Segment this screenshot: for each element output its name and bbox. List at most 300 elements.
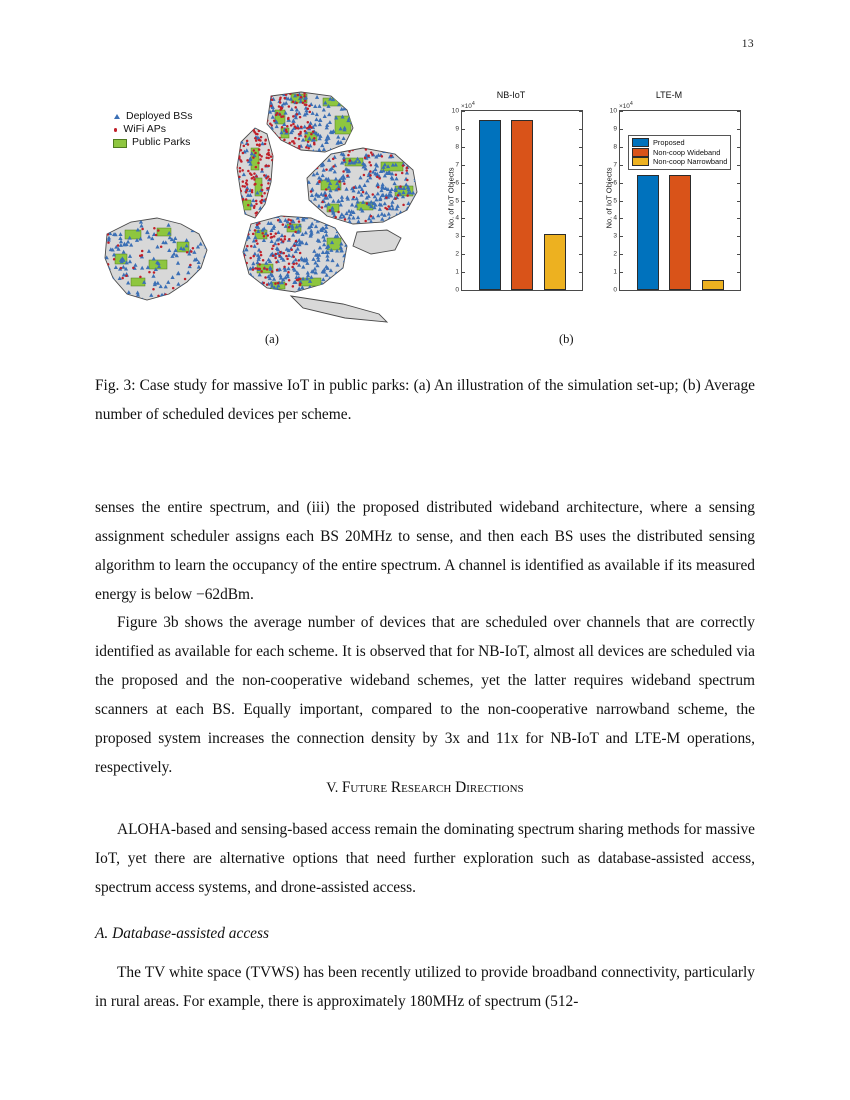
- deployed-bs-marker: [414, 202, 418, 206]
- wifi-ap-marker: [251, 177, 254, 180]
- wifi-ap-marker: [286, 125, 289, 128]
- wifi-ap-marker: [311, 153, 314, 156]
- wifi-ap-marker: [248, 278, 251, 281]
- wifi-ap-marker: [263, 282, 266, 285]
- wifi-ap-marker: [344, 218, 347, 221]
- chart-title: LTE-M: [655, 90, 683, 100]
- wifi-ap-marker: [240, 160, 243, 163]
- wifi-ap-marker: [240, 128, 243, 131]
- wifi-ap-marker: [298, 138, 301, 141]
- wifi-ap-marker: [270, 105, 273, 108]
- wifi-ap-marker: [329, 209, 332, 212]
- deployed-bs-marker: [415, 209, 419, 213]
- wifi-ap-marker: [285, 150, 288, 153]
- deployed-bs-marker: [404, 215, 408, 219]
- deployed-bs-marker: [243, 269, 247, 273]
- wifi-ap-marker: [288, 263, 291, 266]
- wifi-ap-marker: [283, 252, 286, 255]
- wifi-ap-marker: [270, 131, 273, 134]
- wifi-ap-marker: [304, 100, 307, 103]
- y-tick-mark: [737, 290, 740, 291]
- y-axis-label: No. of IoT Objects: [446, 166, 456, 229]
- wifi-ap-marker: [284, 97, 287, 100]
- wifi-ap-marker: [244, 133, 247, 136]
- wifi-ap-marker: [271, 98, 274, 101]
- wifi-ap-marker: [272, 290, 275, 293]
- wifi-ap-marker: [347, 148, 350, 151]
- wifi-ap-marker: [300, 126, 303, 129]
- wifi-ap-marker: [288, 292, 291, 295]
- chart-lte-m: [593, 90, 745, 305]
- wifi-ap-marker: [370, 164, 373, 167]
- wifi-ap-marker: [271, 142, 274, 145]
- wifi-ap-marker: [260, 270, 263, 273]
- deployed-bs-marker: [318, 286, 322, 290]
- deployed-bs-marker: [344, 277, 348, 281]
- wifi-ap-marker: [200, 295, 203, 298]
- wifi-ap-marker: [263, 215, 266, 218]
- y-tick-label: 10: [451, 107, 459, 115]
- wifi-ap-marker: [338, 180, 341, 183]
- wifi-ap-marker: [410, 153, 413, 156]
- wifi-ap-marker: [235, 130, 238, 133]
- wifi-ap-marker: [416, 182, 419, 185]
- deployed-bs-marker: [260, 288, 264, 292]
- wifi-ap-marker: [299, 116, 302, 119]
- multiplier-exponent: 4: [471, 101, 475, 107]
- deployed-bs-marker: [242, 216, 246, 220]
- wifi-ap-marker: [397, 151, 400, 154]
- wifi-ap-marker: [237, 146, 240, 149]
- wifi-ap-marker: [270, 155, 273, 158]
- wifi-ap-marker: [242, 237, 245, 240]
- wifi-ap-marker: [244, 217, 247, 220]
- wifi-ap-marker: [266, 283, 269, 286]
- deployed-bs-marker: [282, 148, 286, 152]
- wifi-ap-marker: [121, 277, 124, 280]
- wifi-ap-marker: [279, 113, 282, 116]
- y-axis-multiplier: [619, 101, 633, 110]
- wifi-ap-marker: [343, 159, 346, 162]
- wifi-ap-marker: [295, 102, 298, 105]
- deployed-bs-marker: [304, 202, 308, 206]
- wifi-ap-marker: [253, 178, 256, 181]
- deployed-bs-marker: [246, 291, 250, 295]
- wifi-ap-marker: [269, 178, 272, 181]
- wifi-ap-marker: [247, 170, 250, 173]
- wifi-ap-marker: [269, 190, 272, 193]
- wifi-ap-marker: [244, 277, 247, 280]
- y-tick-label: 8: [613, 143, 617, 151]
- wifi-ap-marker: [275, 290, 278, 293]
- wifi-ap-marker: [241, 127, 244, 130]
- wifi-ap-marker: [334, 216, 337, 219]
- wifi-ap-marker: [189, 264, 192, 267]
- deployed-bs-marker: [308, 165, 312, 169]
- wifi-ap-marker: [157, 229, 160, 232]
- wifi-ap-marker: [234, 130, 237, 133]
- wifi-ap-marker: [292, 285, 295, 288]
- wifi-ap-marker: [264, 123, 267, 126]
- wifi-ap-marker: [256, 267, 259, 270]
- wifi-ap-marker: [397, 224, 400, 227]
- deployed-bs-marker: [308, 206, 312, 210]
- legend-swatch-icon: [632, 157, 649, 166]
- deployed-bs-marker: [310, 160, 314, 164]
- wifi-ap-marker: [148, 271, 151, 274]
- deployed-bs-marker: [272, 146, 276, 150]
- deployed-bs-marker: [112, 220, 116, 224]
- wifi-ap-marker: [303, 95, 306, 98]
- wifi-ap-marker: [312, 130, 315, 133]
- wifi-ap-marker: [299, 131, 302, 134]
- deployed-bs-marker: [327, 91, 331, 95]
- deployed-bs-marker: [334, 222, 338, 226]
- wifi-ap-marker: [400, 220, 403, 223]
- deployed-bs-marker: [412, 206, 416, 210]
- deployed-bs-marker: [310, 212, 314, 216]
- wifi-ap-marker: [245, 182, 248, 185]
- y-tick-label: 1: [613, 268, 617, 276]
- deployed-bs-marker: [333, 288, 337, 292]
- deployed-bs-marker: [330, 283, 334, 287]
- y-tick-label: 9: [455, 125, 459, 133]
- wifi-ap-marker: [283, 213, 286, 216]
- wifi-ap-marker: [273, 119, 276, 122]
- wifi-ap-marker: [285, 129, 288, 132]
- wifi-ap-marker: [262, 259, 265, 262]
- deployed-bs-marker: [174, 299, 178, 303]
- deployed-bs-marker: [408, 149, 412, 153]
- wifi-ap-marker: [235, 188, 238, 191]
- deployed-bs-marker: [263, 211, 267, 215]
- wifi-ap-marker: [260, 254, 263, 257]
- wifi-ap-marker: [249, 172, 252, 175]
- wifi-ap-marker: [290, 219, 293, 222]
- wifi-ap-marker: [364, 157, 367, 160]
- wifi-ap-marker: [291, 140, 294, 143]
- deployed-bs-marker: [379, 223, 383, 227]
- wifi-ap-marker: [266, 268, 269, 271]
- section-number: V.: [326, 780, 339, 796]
- wifi-ap-marker: [279, 91, 282, 94]
- deployed-bs-marker: [243, 281, 247, 285]
- deployed-bs-marker: [346, 101, 350, 105]
- wifi-ap-marker: [249, 284, 252, 287]
- deployed-bs-marker: [401, 154, 405, 158]
- deployed-bs-marker: [279, 292, 283, 296]
- wifi-ap-marker: [270, 138, 273, 141]
- wifi-ap-marker: [381, 155, 384, 158]
- paragraph-4: The TV white space (TVWS) has been recently utilized to provide broadband connectivity, particularly in rural areas. For example, there is approximately 180MHz of spectrum (512-: [95, 964, 755, 1010]
- wifi-ap-marker: [366, 202, 369, 205]
- wifi-ap-marker: [238, 176, 241, 179]
- deployed-bs-marker: [338, 148, 342, 152]
- map-legend-item-wifi-aps: [113, 123, 193, 136]
- wifi-ap-marker: [290, 124, 293, 127]
- wifi-ap-marker: [258, 143, 261, 146]
- wifi-ap-marker: [139, 276, 142, 279]
- legend-label: Non-coop Wideband: [653, 147, 721, 157]
- wifi-ap-marker: [290, 249, 293, 252]
- wifi-ap-marker: [274, 145, 277, 148]
- y-tick-mark: [620, 290, 623, 291]
- wifi-ap-marker: [402, 204, 405, 207]
- square-icon: [113, 139, 127, 148]
- wifi-ap-marker: [274, 257, 277, 260]
- deployed-bs-marker: [413, 155, 417, 159]
- wifi-ap-marker: [256, 133, 259, 136]
- wifi-ap-marker: [353, 186, 356, 189]
- wifi-ap-marker: [395, 174, 398, 177]
- chart-title: NB-IoT: [496, 90, 526, 100]
- section-heading: [95, 779, 755, 797]
- deployed-bs-marker: [240, 241, 244, 245]
- wifi-ap-marker: [155, 234, 158, 237]
- wifi-ap-marker: [385, 223, 388, 226]
- wifi-ap-marker: [274, 232, 277, 235]
- bar: [479, 120, 501, 290]
- map-legend-label: WiFi APs: [123, 123, 166, 136]
- bar: [637, 175, 659, 290]
- deployed-bs-marker: [125, 299, 129, 303]
- deployed-bs-marker: [154, 299, 158, 303]
- wifi-ap-marker: [346, 175, 349, 178]
- figure-panel-b-charts: [435, 82, 755, 327]
- wifi-ap-marker: [296, 113, 299, 116]
- deployed-bs-marker: [201, 230, 205, 234]
- wifi-ap-marker: [244, 185, 247, 188]
- wifi-ap-marker: [307, 121, 310, 124]
- deployed-bs-marker: [316, 214, 320, 218]
- deployed-bs-marker: [257, 286, 261, 290]
- wifi-ap-marker: [378, 177, 381, 180]
- deployed-bs-marker: [260, 217, 264, 221]
- wifi-ap-marker: [280, 238, 283, 241]
- legend-swatch-icon: [632, 148, 649, 157]
- wifi-ap-marker: [261, 126, 264, 129]
- wifi-ap-marker: [199, 295, 202, 298]
- deployed-bs-marker: [337, 223, 341, 227]
- wifi-ap-marker: [342, 170, 345, 173]
- deployed-bs-marker: [264, 128, 268, 132]
- wifi-ap-marker: [190, 250, 193, 253]
- deployed-bs-marker: [174, 217, 178, 221]
- wifi-ap-marker: [397, 194, 400, 197]
- wifi-ap-marker: [249, 257, 252, 260]
- deployed-bs-marker: [240, 286, 244, 290]
- wifi-ap-marker: [372, 193, 375, 196]
- y-tick-label: 3: [455, 232, 459, 240]
- deployed-bs-marker: [307, 168, 311, 172]
- deployed-bs-marker: [318, 90, 322, 94]
- deployed-bs-marker: [234, 131, 238, 135]
- wifi-ap-marker: [390, 154, 393, 157]
- wifi-ap-marker: [376, 176, 379, 179]
- deployed-bs-marker: [281, 142, 285, 146]
- deployed-bs-marker: [251, 285, 255, 289]
- wifi-ap-marker: [239, 167, 242, 170]
- deployed-bs-marker: [342, 233, 346, 237]
- wifi-ap-marker: [235, 203, 238, 206]
- multiplier-exponent: 4: [629, 101, 633, 107]
- deployed-bs-marker: [315, 211, 319, 215]
- wifi-ap-marker: [252, 268, 255, 271]
- wifi-ap-marker: [283, 266, 286, 269]
- deployed-bs-marker: [393, 219, 397, 223]
- bar: [702, 280, 724, 290]
- wifi-ap-marker: [369, 170, 372, 173]
- y-tick-label: 6: [455, 179, 459, 187]
- wifi-ap-marker: [243, 217, 246, 220]
- wifi-ap-marker: [269, 200, 272, 203]
- y-tick-mark: [579, 290, 582, 291]
- wifi-ap-marker: [369, 174, 372, 177]
- section-title: Future Research Directions: [341, 779, 524, 796]
- wifi-ap-marker: [304, 135, 307, 138]
- map-legend-item-deployed-bs: [113, 110, 193, 123]
- wifi-ap-marker: [370, 215, 373, 218]
- wifi-ap-marker: [275, 146, 278, 149]
- wifi-ap-marker: [286, 145, 289, 148]
- wifi-ap-marker: [254, 137, 257, 140]
- wifi-ap-marker: [245, 130, 248, 133]
- wifi-ap-marker: [255, 240, 257, 243]
- figure-panel-a-map: [95, 82, 425, 327]
- wifi-ap-marker: [307, 108, 310, 111]
- y-tick-label: 6: [613, 179, 617, 187]
- wifi-ap-marker: [153, 227, 156, 230]
- wifi-ap-marker: [287, 271, 290, 274]
- wifi-ap-marker: [267, 149, 270, 152]
- wifi-ap-marker: [253, 207, 256, 210]
- deployed-bs-marker: [159, 298, 163, 302]
- deployed-bs-marker: [240, 289, 244, 293]
- wifi-ap-marker: [261, 232, 264, 235]
- wifi-ap-marker: [268, 291, 271, 294]
- wifi-ap-marker: [252, 156, 255, 159]
- wifi-ap-marker: [261, 168, 264, 171]
- wifi-ap-marker: [260, 184, 263, 187]
- wifi-ap-marker: [288, 142, 291, 145]
- wifi-ap-marker: [285, 283, 288, 286]
- wifi-ap-marker: [243, 225, 246, 228]
- wifi-ap-marker: [264, 139, 267, 142]
- y-tick-label: 7: [613, 161, 617, 169]
- deployed-bs-marker: [410, 149, 414, 153]
- deployed-bs-marker: [416, 179, 420, 183]
- wifi-ap-marker: [240, 204, 243, 207]
- wifi-ap-marker: [264, 276, 267, 279]
- wifi-ap-marker: [282, 151, 285, 154]
- wifi-ap-marker: [273, 235, 276, 238]
- deployed-bs-marker: [410, 220, 414, 224]
- wifi-ap-marker: [289, 222, 292, 225]
- deployed-bs-marker: [382, 149, 386, 153]
- wifi-ap-marker: [263, 267, 266, 270]
- deployed-bs-marker: [320, 155, 324, 159]
- deployed-bs-marker: [271, 137, 275, 141]
- deployed-bs-marker: [307, 210, 311, 214]
- wifi-ap-marker: [258, 222, 261, 225]
- deployed-bs-marker: [346, 230, 350, 234]
- map-legend-label: Deployed BSs: [126, 110, 193, 122]
- wifi-ap-marker: [275, 253, 278, 256]
- wifi-ap-marker: [202, 228, 205, 231]
- wifi-ap-marker: [257, 162, 260, 165]
- wifi-ap-marker: [283, 139, 286, 142]
- deployed-bs-marker: [401, 213, 405, 217]
- wifi-ap-marker: [279, 251, 282, 254]
- wifi-ap-marker: [258, 287, 261, 290]
- deployed-bs-marker: [342, 281, 346, 285]
- wifi-ap-marker: [243, 145, 246, 148]
- wifi-ap-marker: [259, 127, 262, 130]
- wifi-ap-marker: [282, 115, 285, 118]
- wifi-ap-marker: [298, 145, 301, 148]
- wifi-ap-marker: [246, 245, 249, 248]
- deployed-bs-marker: [247, 217, 251, 221]
- wifi-ap-marker: [184, 278, 187, 281]
- wifi-ap-marker: [118, 223, 121, 226]
- wifi-ap-marker: [295, 240, 298, 243]
- y-tick-label: 9: [613, 125, 617, 133]
- deployed-bs-marker: [203, 294, 207, 298]
- wifi-ap-marker: [192, 247, 195, 250]
- wifi-ap-marker: [325, 168, 328, 171]
- wifi-ap-marker: [241, 286, 244, 289]
- wifi-ap-marker: [386, 208, 389, 211]
- deployed-bs-marker: [317, 212, 321, 216]
- deployed-bs-marker: [415, 169, 419, 173]
- wifi-ap-marker: [236, 215, 239, 218]
- deployed-bs-marker: [305, 160, 309, 164]
- multiplier-times: ×10: [461, 103, 472, 111]
- wifi-ap-marker: [243, 214, 246, 217]
- deployed-bs-marker: [382, 223, 386, 227]
- wifi-ap-marker: [255, 166, 258, 169]
- wifi-ap-marker: [414, 172, 417, 175]
- wifi-ap-marker: [246, 159, 249, 162]
- wifi-ap-marker: [277, 243, 280, 246]
- wifi-ap-marker: [141, 228, 144, 231]
- deployed-bs-marker: [335, 280, 339, 284]
- wifi-ap-marker: [204, 259, 207, 262]
- y-tick-label: 5: [455, 197, 459, 204]
- wifi-ap-marker: [296, 94, 299, 97]
- deployed-bs-marker: [310, 163, 314, 167]
- wifi-ap-marker: [236, 202, 239, 205]
- wifi-ap-marker: [325, 194, 328, 197]
- wifi-ap-marker: [254, 229, 257, 232]
- wifi-ap-marker: [272, 245, 275, 248]
- deployed-bs-marker: [105, 230, 109, 234]
- y-tick-label: 10: [609, 107, 617, 115]
- wifi-ap-marker: [256, 143, 258, 146]
- wifi-ap-marker: [243, 292, 246, 295]
- wifi-ap-marker: [297, 127, 300, 130]
- wifi-ap-marker: [160, 245, 163, 248]
- wifi-ap-marker: [241, 210, 244, 213]
- wifi-ap-marker: [117, 244, 120, 247]
- wifi-ap-marker: [295, 262, 298, 265]
- wifi-ap-marker: [401, 172, 404, 175]
- deployed-bs-marker: [207, 257, 211, 261]
- deployed-bs-marker: [247, 279, 251, 283]
- wifi-ap-marker: [264, 143, 267, 146]
- wifi-ap-marker: [270, 233, 273, 236]
- deployed-bs-marker: [195, 283, 199, 287]
